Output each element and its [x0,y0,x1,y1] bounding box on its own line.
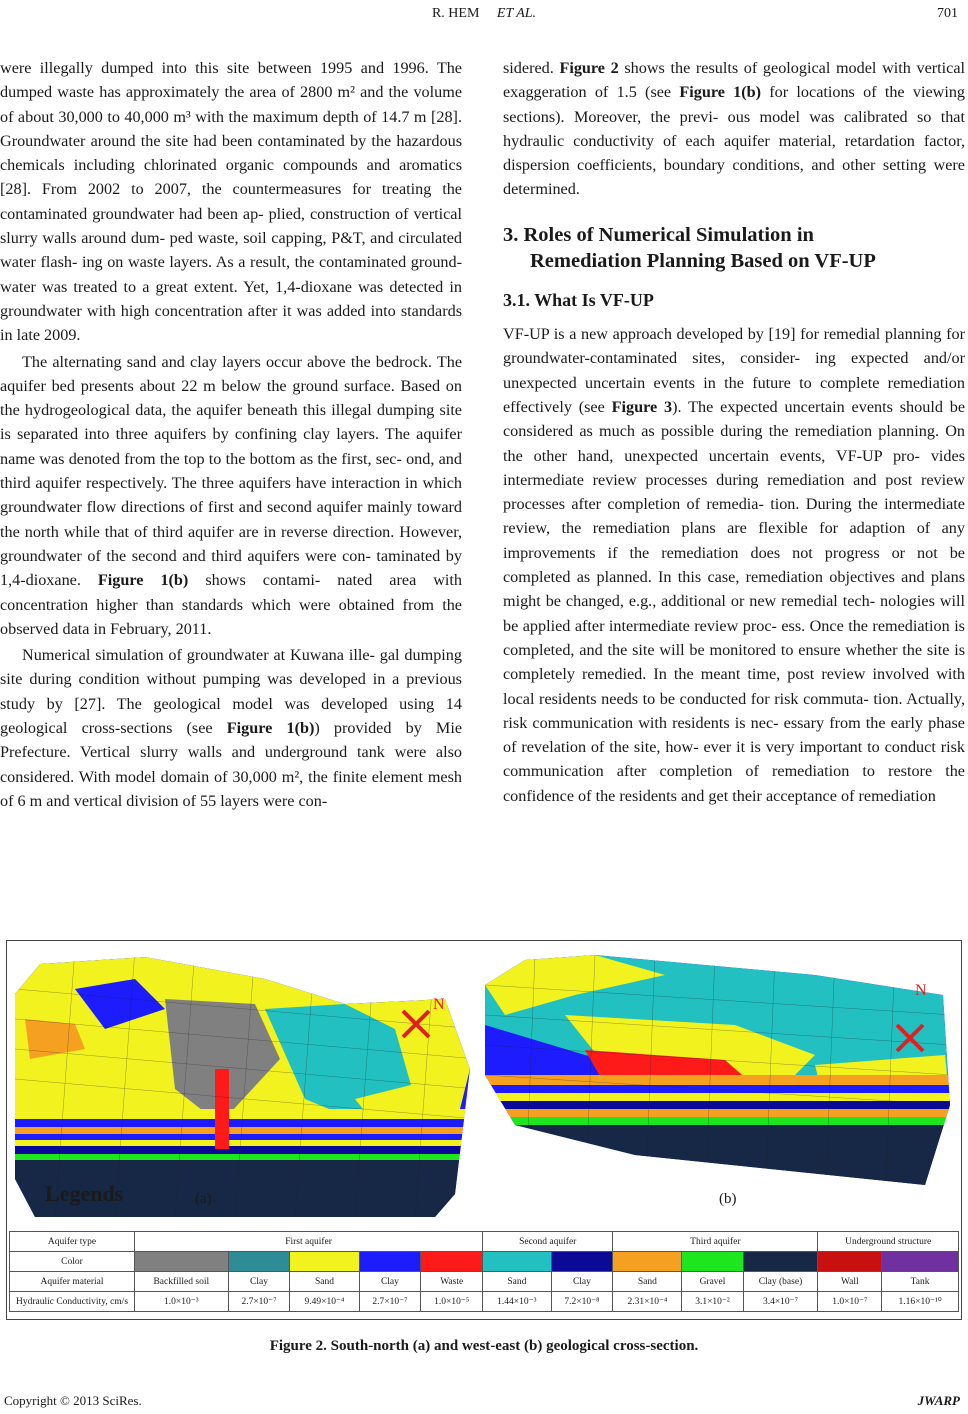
color-swatch [290,1252,359,1272]
copyright-notice: Copyright © 2013 SciRes. [4,1393,142,1408]
material-cell: Clay [551,1272,613,1292]
material-cell: Gravel [682,1272,743,1292]
material-cell: Tank [882,1272,959,1292]
legend-title: Legends [45,1181,124,1206]
figure-reference[interactable]: Figure 1(b) [226,719,315,738]
panel-label-a: (a) [195,1191,212,1207]
color-swatch [359,1252,421,1272]
figure-2 [6,940,962,1320]
material-cell: Backfilled soil [135,1272,229,1292]
material-cell: Clay [228,1272,290,1292]
conductivity-cell: 9.49×10⁻⁴ [290,1292,359,1312]
figure-reference[interactable]: Figure 1(b) [97,571,189,590]
group-cell: Second aquifer [483,1232,613,1252]
north-label: N [433,996,445,1013]
material-cell: Sand [290,1272,359,1292]
north-label: N [915,982,927,999]
material-cell: Waste [421,1272,483,1292]
color-swatch [228,1252,290,1272]
color-swatch [421,1252,483,1272]
table-row [10,1252,959,1272]
conductivity-cell: 7.2×10⁻⁸ [551,1292,613,1312]
conductivity-cell: 3.4×10⁻⁷ [743,1292,818,1312]
row-label: Aquifer material [10,1272,135,1292]
paragraph: The alternating sand and clay layers occur above the bedrock. The aquifer bed presents about 22 m below the ground surface. Based on the hydrogeological data, the aquifer beneath this illegal dumping site is separated into three aquifers by confining clay layers. The aquifer name was denoted from the top to the bottom as the first, sec- ond, and third aquifer respectively. The three aquifers have interaction in which groundwater flow directions of first and second aquifer mainly toward the north while that of third aquifer are in reverse direction. However, groundwater of the second and third aquifers were con- taminated by 1,4-dioxane. Figure 1(b) shows contami- nated area with concentration higher than standards which were obtained from the observed data in February, 2011. [0,352,463,638]
row-label: Aquifer type [10,1232,135,1252]
color-swatch [135,1252,229,1272]
row-label: Hydraulic Conductivity, cm/s [10,1292,135,1312]
figure-reference[interactable]: Figure 1(b) [679,83,762,102]
conductivity-cell: 2.7×10⁻⁷ [228,1292,290,1312]
conductivity-cell: 1.0×10⁻⁷ [818,1292,882,1312]
conductivity-cell: 2.7×10⁻⁷ [359,1292,421,1312]
paragraph: VF-UP is a new approach developed by [19] for remedial planning for groundwater-contaminated sites, consider- ing expected and/or unexpected uncertain events in the future to complete remediation effectively (see Figure 3). The expected uncertain events should be considered as much as possible during the remediation planning. On the other hand, unexpected uncertain events, VF-UP pro- vides intermediate review processes during remediation and post review processes after completion of remedia- tion. During the intermediate review, the remediation plans are flexible for adaption of any improvements if the remediation does not progress or not be completed as planned. In this case, remediation objectives and plans might be changed, e.g., additional or new remedial tech- nologies will be applied after intermediate review proc- ess. Once the remediation is completed, and the site will be monitored to ensure whether the site is completely remedied. In the meant time, post review involved with local residents needs to be conducted for risk commuta- tion. Actually, risk communication with residents is nec- essary from the early phase of revelation of the site, how- ever it is very important to conduct risk communication after completion of remediation to restore the confidence of the residents and get their acceptance of remediation [503,325,966,805]
cross-section-a-image [15,949,477,1219]
material-cell: Sand [483,1272,551,1292]
figure-caption: Figure 2. South-north (a) and west-east (b) geological cross-section. [269,1338,699,1354]
section-heading: 3. Roles of Numerical Simulation in Remediation Planning Based on VF-UP [503,223,876,272]
legend-table [9,1231,959,1312]
running-header [0,6,968,28]
color-swatch [882,1252,959,1272]
left-column [0,56,462,813]
material-cell: Clay (base) [743,1272,818,1292]
journal-name: JWARP [917,1393,960,1408]
conductivity-cell: 2.31×10⁻⁴ [613,1292,682,1312]
figure-reference[interactable]: Figure 2 [559,59,619,77]
color-swatch [743,1252,818,1272]
color-swatch [682,1252,743,1272]
page-number: 701 [937,6,958,21]
row-label: Color [10,1252,135,1272]
paragraph: sidered. Figure 2 shows the results of geological model with vertical exaggeration of 1.5 (see Figure 1(b) for locations of the viewing sections). Moreover, the previ- ous model was calibrated so that hydraulic conductivity of each aquifer material, retardation factor, dispersion coefficients, boundary conditions, and other setting were determined. [503,59,966,199]
paragraph: were illegally dumped into this site between 1995 and 1996. The dumped waste has approximately the area of 2800 m² and the volume of about 30,000 to 40,000 m³ with the maximum depth of 14.7 m [28]. Groundwater around the site had been contaminated by the hazardous chemicals including chlorinated organic compounds and aromatics [28]. From 2002 to 2007, the countermeasures for treating the contaminated groundwater had been ap- plied, construction of vertical slurry walls around dum- ped waste, soil capping, P&T, and circulated water flash- ing on waste layers. As a result, the contaminated ground- water was treated to a great extent. Yet, 1,4-dioxane was detected in groundwater with high concentration after it was added into standards in late 2009. [0,59,462,345]
cross-section-b-image [485,955,953,1205]
conductivity-cell: 1.44×10⁻³ [483,1292,551,1312]
color-swatch [551,1252,613,1272]
conductivity-cell: 1.0×10⁻⁵ [421,1292,483,1312]
conductivity-cell: 1.0×10⁻³ [135,1292,229,1312]
group-cell: First aquifer [135,1232,483,1252]
conductivity-cell: 3.1×10⁻² [682,1292,743,1312]
group-cell: Underground structure [818,1232,959,1252]
right-column [503,56,965,808]
subsection-heading: 3.1. What Is VF-UP [503,289,654,310]
color-swatch [483,1252,551,1272]
material-cell: Wall [818,1272,882,1292]
table-row [10,1272,959,1292]
material-cell: Clay [359,1272,421,1292]
figure-reference[interactable]: Figure 3 [611,397,673,416]
header-authors: R. HEM [431,6,480,21]
table-row [10,1292,959,1312]
conductivity-cell: 1.16×10⁻¹⁰ [882,1292,959,1312]
header-etal: ET AL. [496,6,537,21]
material-cell: Sand [613,1272,682,1292]
table-row [10,1232,959,1252]
group-cell: Third aquifer [613,1232,818,1252]
paragraph: Numerical simulation of groundwater at Kuwana ille- gal dumping site during condition without pumping was developed in a previous study by [27]. The geological model was developed using 14 geological cross-sections (see Figure 1(b)) provided by Mie Prefecture. Vertical slurry walls and underground tank were also considered. With model domain of 30,000 m², the finite element mesh of 6 m and vertical division of 55 layers were con- [0,646,463,810]
color-swatch [818,1252,882,1272]
color-swatch [613,1252,682,1272]
panel-label-b: (b) [719,1191,737,1207]
